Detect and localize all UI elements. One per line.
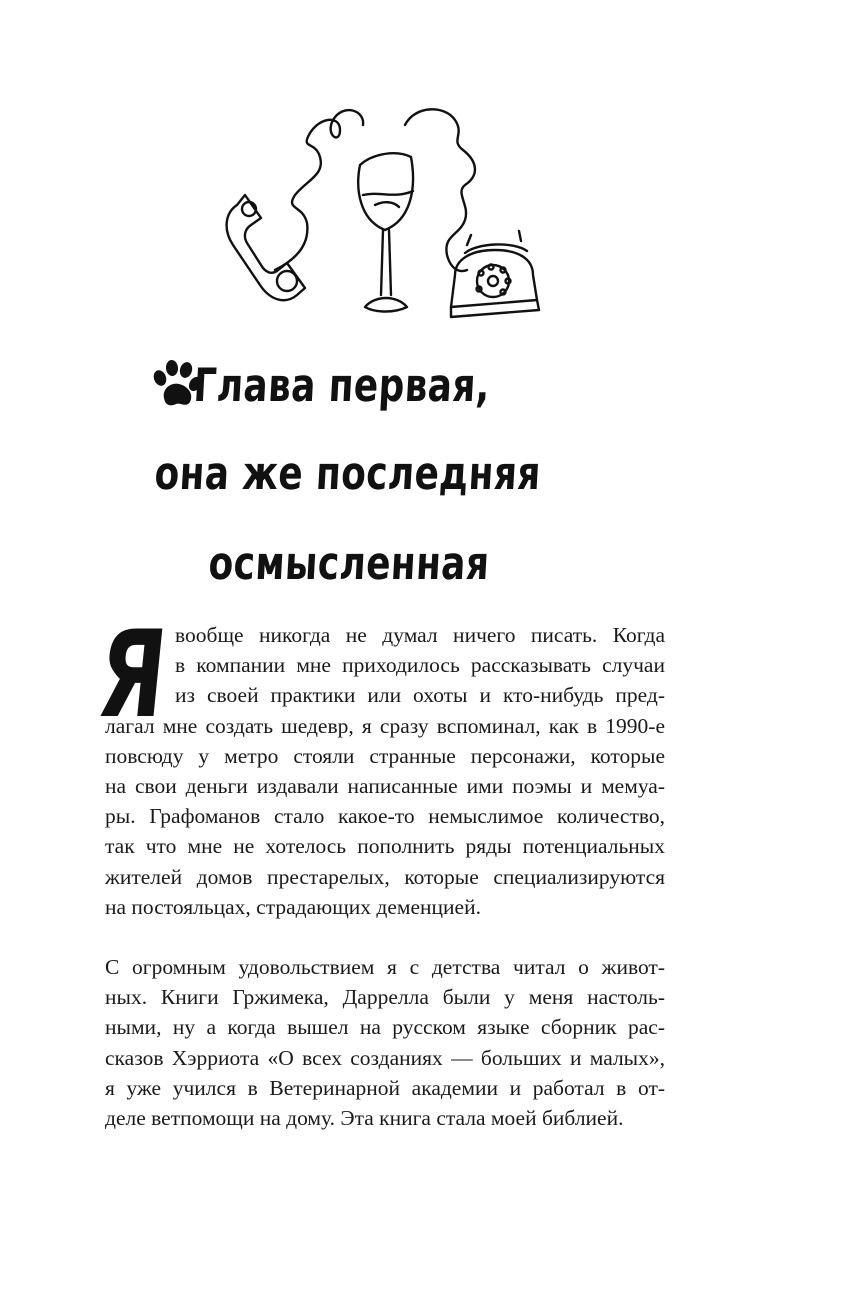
text-line: из своей практики или охоты и кто-нибудь пред-: [175, 683, 665, 708]
chapter-body: [91, 606, 665, 1133]
drop-cap: Я: [91, 606, 173, 745]
text-line: С огромным удовольствием я с детства читал о живот-: [105, 955, 665, 980]
text-line: сказов Хэрриота «О всех созданиях — больших и малых»,: [105, 1045, 665, 1070]
text-line: жителей домов престарелых, которые специализируются: [105, 864, 665, 889]
chapter-title-line-2: она же последняя: [153, 446, 543, 500]
phone-cord: [275, 110, 363, 270]
chapter-title-line-1: Глава первая,: [192, 358, 492, 412]
rotary-telephone-icon: [451, 231, 539, 317]
text-line: деле ветпомощи на дому. Эта книга стала моей библией.: [105, 1106, 624, 1131]
wine-glass-icon: [358, 153, 413, 311]
text-line: ных. Книги Гржимека, Даррелла были у меня настоль-: [105, 985, 665, 1010]
text-line: ры. Графоманов стало какое-то немыслимое количество,: [105, 804, 665, 829]
chapter-title-line-3: осмысленная: [207, 536, 491, 590]
text-line: вообще никогда не думал ничего писать. Когда: [175, 623, 665, 647]
text-line: ными, ну а когда вышел на русском языке сборник рас-: [105, 1015, 665, 1040]
paragraph-1: [105, 620, 665, 922]
text-line: повсюду у метро стояли странные персонажи, которые: [105, 743, 665, 768]
text-line: на свои деньги издавали написанные ими поэмы и мемуа-: [105, 774, 665, 799]
phone-cord-right: [405, 109, 475, 271]
chapter-illustration: [215, 95, 545, 330]
text-line: в компании мне приходилось рассказывать случаи: [175, 653, 665, 678]
text-line: так что мне не хотелось пополнить ряды потенциальных: [105, 834, 665, 859]
text-line: я уже учился в Ветеринарной академии и работал в от-: [105, 1075, 665, 1100]
text-line: на постояльцах, страдающих деменцией.: [105, 894, 481, 919]
paragraph-2: [105, 952, 665, 1133]
text-line: лагал мне создать шедевр, я сразу вспоминал, как в 1990-е: [105, 713, 665, 738]
telephone-handset-icon: [227, 195, 305, 300]
